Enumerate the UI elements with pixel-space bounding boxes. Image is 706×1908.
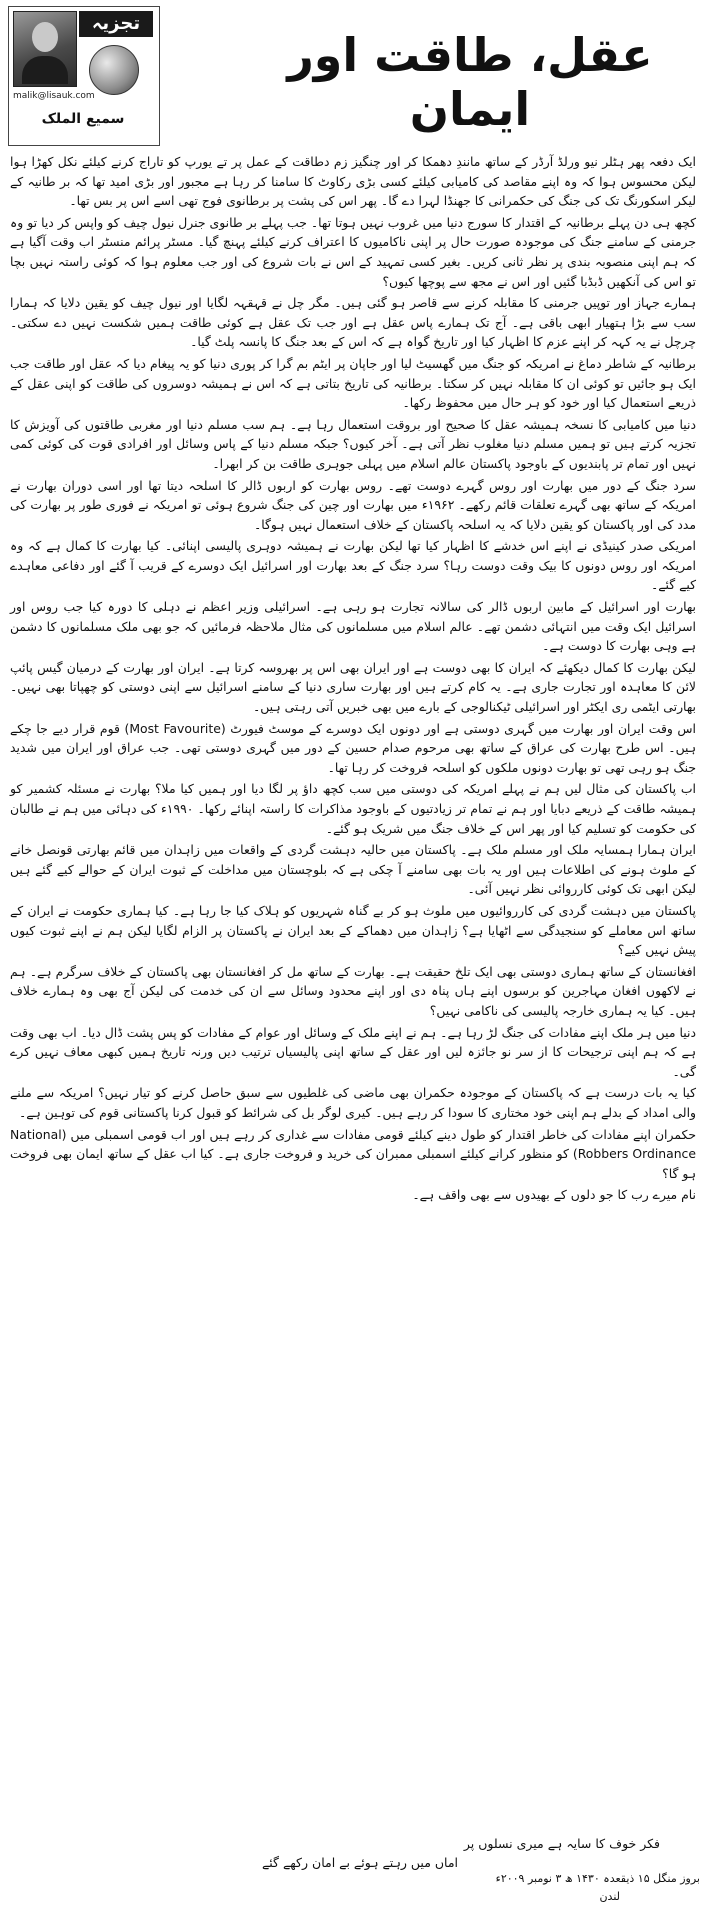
- paragraph: کچھ ہی دن پہلے برطانیہ کے اقتدار کا سورج دنیا میں غروب نہیں ہوتا تھا۔ جب پہلے بر طانوی جنرل نیول چیف کو واپس کر دیا تو وہ جرمنی کے سامنے جنگ کی موجودہ صورت حال پر اپنی ناکامیوں کا اعتراف کرنے کیلئے پہنچ گیا۔ مسٹر پرائم منسٹر اب وقت آگیا ہے کہ ہم اپنی منصوبہ بندی پر نظر ثانی کریں۔ بغیر کسی تمہید کے اس نے بات شروع کی اور جب معلوم ہوا کہ کوئی راستہ نہیں بچا تو اس کی آنکھیں ڈبڈبا گئیں اور اس نے مجھ سے پوچھا کیوں؟: [10, 214, 696, 289]
- paragraph: کیا یہ بات درست ہے کہ پاکستان کے موجودہ حکمران بھی ماضی کی غلطیوں سے سبق حاصل کرنے کو تیار نہیں؟ امریکہ سے ملنے والی امداد کے بدلے ہم اپنی خود مختاری کا سودا کر رہے ہیں۔ کیری لوگر بل کی شرائط کو قبول کرنا پاکستانی قوم کی توہین ہے۔: [10, 1085, 696, 1120]
- paragraph: دنیا میں ہر ملک اپنے مفادات کی جنگ لڑ رہا ہے۔ ہم نے اپنے ملک کے وسائل اور عوام کے مفادات کو پس پشت ڈال دیا۔ اب بھی وقت ہے کہ ہم اپنی ترجیحات کا از سر نو جائزہ لیں اور عقل کے ساتھ اپنی پالیسیاں ترتیب دیں ورنہ تاریخ ہمیں کبھی معاف نہیں کرے گی۔: [10, 1024, 696, 1079]
- author-name: سمیع الملک: [41, 111, 125, 127]
- paragraph: لیکن بھارت کا کمال دیکھئے کہ ایران کا بھی دوست ہے اور ایران بھی اس پر بھروسہ کرتا ہے۔ ایران اور بھارت کے درمیان گیس پائپ لائن کا معاہدہ اور تجارت جاری ہے۔ یہ کام کرتے ہیں اور بھارت ساری دنیا کے سامنے اسرائیل سے اپنی دوستی کو چھپاتا بھی نہیں۔ بھارتی ایٹمی ری ایکٹر اور اسرائیلی ٹیکنالوجی کے بارے میں بھی خبریں آتی رہتی ہیں۔: [10, 659, 696, 715]
- couplet-line-1: فکر خوف کا سایہ ہے میری نسلوں پر: [463, 1836, 660, 1851]
- article-title: عقل، طاقت اور ایمان: [287, 28, 653, 136]
- couplet-line-2: اماں میں رہتے ہوئے بے امان رکھے گئے: [261, 1855, 459, 1870]
- closing-couplet: [60, 1836, 660, 1870]
- paragraph: ایران ہمارا ہمسایہ ملک اور مسلم ملک ہے۔ پاکستان میں حالیہ دہشت گردی کے واقعات میں زاہدان میں قائم بھارتی قونصل خانے کے ملوث ہونے کی اطلاعات ہیں اور یہ بات بھی سامنے آ چکی ہے کہ بلوچستان میں مداخلت کے ثبوت ایران کے حوالے کیے گئے ہیں لیکن ابھی تک کوئی کارروائی نظر نہیں آئی۔: [10, 842, 696, 897]
- author-portrait: [13, 11, 77, 87]
- column-logo: [8, 6, 160, 146]
- paragraph: سرد جنگ کے دور میں بھارت اور روس گہرے دوست تھے۔ روس بھارت کو اربوں ڈالر کا اسلحہ دیتا تھا اور اسی دوران بھارت نے امریکہ کے ساتھ بھی گہرے تعلقات قائم رکھے۔ ۱۹۶۲ء میں بھارت اور چین کی جنگ شروع ہوئی تو امریکہ نے فوری طور پر بھارت کی مدد کی اور پاکستان کو یقین دلایا کہ یہ اسلحہ پاکستان کے خلاف استعمال نہیں ہوگا۔: [10, 477, 696, 532]
- paragraph: حکمران اپنے مفادات کی خاطر اقتدار کو طول دینے کیلئے قومی مفادات سے غداری کر رہے ہیں اور اب قومی اسمبلی میں (National Robbers Ordinance) کو منظور کرانے کیلئے اسمبلی ممبران کی خرید و فروخت جاری ہے۔ کیا اب عقل کے ساتھ ایمان بھی فروخت ہو گا؟: [10, 1126, 696, 1181]
- author-email[interactable]: malik@lisauk.com: [13, 91, 95, 101]
- dateline: بروز منگل ۱۵ ذیقعدہ ۱۴۳۰ ھ ۳ نومبر ۲۰۰۹ء: [495, 1872, 700, 1885]
- place-name: لندن: [599, 1890, 620, 1903]
- column-tag: تجزیہ: [79, 11, 153, 37]
- article-header: [0, 0, 706, 150]
- paragraph: امریکی صدر کینیڈی نے اپنے اس خدشے کا اظہار کیا تھا لیکن بھارت نے ہمیشہ دوہری پالیسی اپنائی۔ کیا بھارت کا کمال ہے کہ وہ امریکہ اور روس دونوں کا بیک وقت دوست رہا؟ سرد جنگ کے بعد بھارت اور اسرائیل ایک دوسرے کے قریب آ گئے اور دفاعی معاہدے کیے گئے۔: [10, 538, 696, 593]
- article-body: [10, 152, 696, 1207]
- paragraph: اس وقت ایران اور بھارت میں گہری دوستی ہے اور دونوں ایک دوسرے کے موسٹ فیورٹ (Most Favourite) قوم قرار دیے جا چکے ہیں۔ اس طرح بھارت کی عراق کے ساتھ بھی مرحوم صدام حسین کے دور میں گہری دوستی تھی۔ جب عراق اور ایران میں شدید جنگ ہو رہی تھی تو بھارت دونوں ملکوں کو اسلحہ فروخت کر رہا تھا۔: [10, 720, 696, 775]
- paragraph: برطانیہ کے شاطر دماغ نے امریکہ کو جنگ میں گھسیٹ لیا اور جاپان پر ایٹم بم گرا کر پوری دنیا کو یہ پیغام دیا کہ عقل اور طاقت جب ایک ہو جائیں تو کوئی ان کا مقابلہ نہیں کر سکتا۔ برطانیہ کی تاریخ بتاتی ہے کہ اس نے ہمیشہ دوسروں کی طاقت کو اپنی عقل کے ذریعے استعمال کیا اور خود کو ہر حال میں محفوظ رکھا۔: [10, 355, 696, 411]
- globe-icon: [89, 45, 139, 95]
- paragraph: بھارت اور اسرائیل کے مابین اربوں ڈالر کی سالانہ تجارت ہو رہی ہے۔ اسرائیلی وزیر اعظم نے دہلی کا دورہ کیا جب روس اور اسرائیل ایک وقت میں انتہائی دشمن تھے۔ عالم اسلام میں مسلمانوں کی مثال ملاحظہ فرمائیں کہ جو بھی ملک مسلمانوں کا دشمن ہے وہی بھارت کا دوست ہے۔: [10, 599, 696, 654]
- paragraph: ہمارے جہاز اور توپیں جرمنی کا مقابلہ کرنے سے قاصر ہو گئی ہیں۔ مگر چل نے قہقہہ لگایا اور نیول چیف کو یقین دلایا کہ ہمارا سب سے بڑا ہتھیار ابھی باقی ہے۔ آج تک ہمارے پاس عقل ہے اور جب تک عقل ہے کوئی طاقت ہمیں شکست نہیں دے سکتی۔ چرچل نے یہ کہہ کر اپنے عزم کا اظہار کیا اور تاریخ گواہ ہے کہ اس کے بعد جنگ کا پانسہ پلٹ گیا۔: [10, 295, 696, 350]
- paragraph: افغانستان کے ساتھ ہماری دوستی بھی ایک تلخ حقیقت ہے۔ بھارت کے ساتھ مل کر افغانستان بھی پاکستان کے خلاف سرگرم ہے۔ ہم نے لاکھوں افغان مہاجرین کو برسوں اپنے ہاں پناہ دی اور اپنے محدود وسائل سے ان کی خدمت کی لیکن آج بھی وہ ہمارے خلاف ہیں۔ کیا یہ ہماری خارجہ پالیسی کی ناکامی نہیں؟: [10, 963, 696, 1018]
- paragraph: اب پاکستان کی مثال لیں ہم نے پہلے امریکہ کی دوستی میں سب کچھ داؤ پر لگا دیا اور ہمیں کیا ملا؟ بھارت نے مسئلہ کشمیر کو ہمیشہ طاقت کے ذریعے دبایا اور ہم نے تمام تر زیادتیوں کے باوجود مذاکرات کا راستہ اپنائے رکھا۔ ۱۹۹۰ء کی دہائی میں ہم نے طالبان کی حکومت کو تسلیم کیا اور پھر اس کے خلاف جنگ میں شریک ہو گئے۔: [10, 781, 696, 836]
- paragraph: نام میرے رب کا جو دلوں کے بھیدوں سے بھی واقف ہے۔: [412, 1187, 696, 1203]
- paragraph: ایک دفعہ پھر ہٹلر نیو ورلڈ آرڈر کے ساتھ مانندِ دھمکا کر اور چنگیز زم دطاقت کے عمل پر تے یورپ کو تاراج کرنے کیلئے نکل کھڑا ہوا لیکن محسوس ہوا کہ وہ اپنے مقاصد کی کامیابی کیلئے کسی بڑی رکاوٹ کا سامنا کر رہا ہے مجبور اور بڑی امید تھا کہ بر طانیہ کے لیکر اسکورنگ تک کی جنگ کی حکمرانی کا جھنڈا لہرا دے گا۔ پھر اس کی پشت پر برطانوی فوج تھی اسے اس پر بس تھا۔: [10, 154, 696, 209]
- paragraph: دنیا میں کامیابی کا نسخہ ہمیشہ عقل کا صحیح اور بروقت استعمال رہا ہے۔ ہم سب مسلم دنیا اور مغربی طاقتوں کی آویزش کا تجزیہ کرتے ہیں تو ہمیں مسلم دنیا مغلوب نظر آتی ہے۔ آخر کیوں؟ جبکہ مسلم دنیا کے پاس وسائل اور افرادی قوت کی کوئی کمی نہیں اور تمام تر پابندیوں کے باوجود پاکستان عالم اسلام میں پہلی جوہری طاقت بن کر ابھرا۔: [10, 416, 696, 471]
- paragraph: پاکستان میں دہشت گردی کی کارروائیوں میں ملوث ہو کر بے گناہ شہریوں کو ہلاک کیا جا رہا ہے۔ کیا ہماری حکومت نے ایران کے ساتھ اس معاملے کو سنجیدگی سے اٹھایا ہے؟ زاہدان میں دھماکے کے بعد ایران نے پاکستان پر الزام لگایا لیکن ہم نے اپنے ثبوت کیوں پیش نہیں کیے؟: [10, 902, 696, 958]
